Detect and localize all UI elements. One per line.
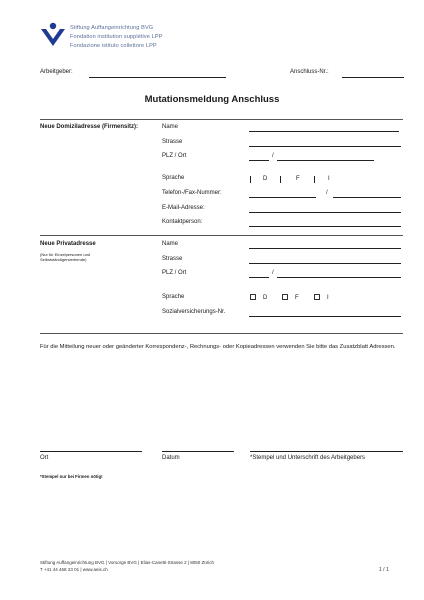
domicile-heading: Neue Domiziladresse (Firmensitz): — [40, 124, 139, 130]
divider-bottom — [40, 333, 403, 334]
divider-middle — [40, 235, 403, 236]
private-ssn-field[interactable] — [249, 316, 401, 317]
domicile-language-i-label: I — [328, 176, 330, 182]
private-language-d-checkbox[interactable] — [250, 294, 256, 300]
domicile-street-label: Strasse — [162, 139, 183, 145]
domicile-zip-field[interactable] — [249, 160, 269, 161]
affiliation-number-field[interactable] — [342, 77, 404, 78]
domicile-fax-field[interactable] — [333, 197, 401, 198]
brand-line-3: Fondazione istituto collettore LPP — [70, 43, 157, 49]
domicile-contact-label: Kontaktperson: — [162, 219, 203, 225]
page-title: Mutationsmeldung Anschluss — [144, 94, 280, 105]
domicile-zip-slash: / — [272, 153, 274, 159]
date-field[interactable] — [162, 451, 234, 452]
domicile-language-label: Sprache — [162, 175, 185, 181]
private-language-i-label: I — [327, 295, 329, 301]
domicile-contact-field[interactable] — [249, 226, 401, 227]
stamp-note: *Stempel nur bei Firmen nötig! — [40, 474, 103, 479]
private-zip-slash: / — [272, 270, 274, 276]
footer-address: Stiftung Auffangeinrichtung BVG | Vorsorge BVG | Elias-Canetti-Strasse 2 | 8050 Zürich — [40, 560, 215, 565]
private-language-d-label: D — [263, 295, 268, 301]
date-label: Datum — [162, 455, 180, 461]
private-city-field[interactable] — [277, 277, 401, 278]
domicile-language-f-label: F — [296, 176, 300, 182]
private-street-field[interactable] — [249, 263, 401, 264]
page-number: 1 / 1 — [379, 567, 389, 573]
private-name-label: Name — [162, 241, 179, 247]
private-zip-city-label: PLZ / Ort — [162, 270, 187, 276]
domicile-language-d-checkbox[interactable] — [250, 176, 251, 183]
foundation-logo-icon — [40, 22, 66, 48]
footer-contact: T +41 44 468 23 01 | www.aeis.ch — [40, 567, 108, 572]
domicile-phone-slash: / — [326, 190, 328, 196]
signature-label: *Stempel und Unterschrift des Arbeitgebers — [250, 455, 366, 461]
domicile-language-i-checkbox[interactable] — [314, 176, 315, 183]
private-heading: Neue Privatadresse — [40, 241, 96, 247]
domicile-name-label: Name — [162, 124, 179, 130]
private-language-label: Sprache — [162, 294, 185, 300]
private-zip-field[interactable] — [249, 277, 269, 278]
signature-field[interactable] — [250, 451, 403, 452]
private-note: (Nur für Einzelpersonen und Selbstständigerwerbende) — [40, 252, 91, 262]
domicile-language-d-label: D — [263, 176, 268, 182]
domicile-street-field[interactable] — [249, 146, 401, 147]
domicile-email-field[interactable] — [249, 212, 401, 213]
divider-top — [40, 119, 403, 120]
private-name-field[interactable] — [249, 248, 401, 249]
domicile-language-f-checkbox[interactable] — [280, 176, 281, 183]
domicile-zip-city-label: PLZ / Ort — [162, 153, 187, 159]
employer-field[interactable] — [89, 77, 226, 78]
private-language-f-label: F — [295, 295, 299, 301]
private-language-f-checkbox[interactable] — [282, 294, 288, 300]
place-label: Ort — [40, 455, 49, 461]
brand-line-1: Stiftung Auffangeinrichtung BVG — [70, 25, 154, 31]
domicile-email-label: E-Mail-Adresse: — [162, 205, 205, 211]
private-language-i-checkbox[interactable] — [314, 294, 320, 300]
employer-label: Arbeitgeber: — [40, 69, 73, 75]
private-street-label: Strasse — [162, 256, 183, 262]
affiliation-number-label: Anschluss-Nr.: — [290, 69, 329, 75]
private-ssn-label: Sozialversicherungs-Nr. — [162, 309, 226, 315]
domicile-name-field[interactable] — [249, 131, 399, 132]
domicile-phone-field[interactable] — [249, 197, 316, 198]
domicile-phone-fax-label: Telefon-/Fax-Nummer: — [162, 190, 222, 196]
brand-line-2: Fondation institution supplétive LPP — [70, 34, 163, 40]
place-field[interactable] — [40, 451, 142, 452]
domicile-city-field[interactable] — [277, 160, 374, 161]
info-text: Für die Mitteilung neuer oder geänderter Korrespondenz-, Rechnungs- oder Kopieadressen verwenden Sie bitte das Zusatzblatt Adressen. — [40, 344, 396, 350]
